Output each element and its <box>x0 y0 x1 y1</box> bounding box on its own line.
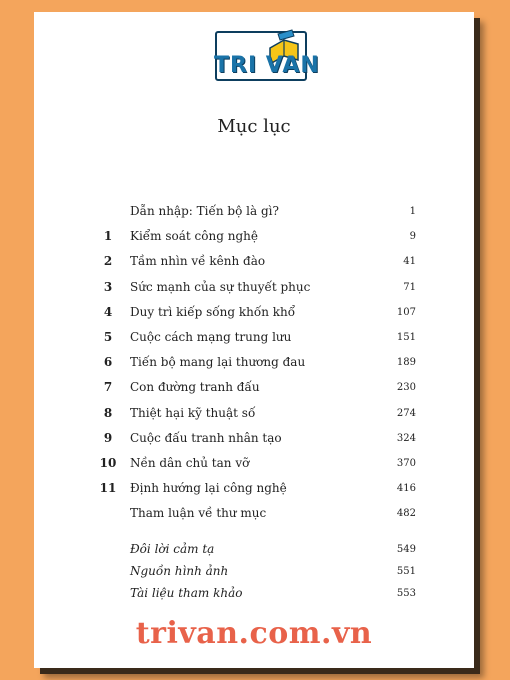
chapter-title: Duy trì kiếp sống khốn khổ <box>130 304 296 319</box>
page-number: 9 <box>409 231 416 243</box>
chapter-title: Cuộc cách mạng trung lưu <box>130 330 292 344</box>
chapter-title: Tài liệu tham khảo <box>130 586 243 600</box>
watermark: trivan.com.vn <box>135 616 373 651</box>
toc-entry <box>34 406 474 426</box>
toc-entry <box>34 229 474 249</box>
page-number: 189 <box>396 357 416 369</box>
page-number: 151 <box>396 332 416 343</box>
page-number: 1 <box>409 206 416 217</box>
toc-entry <box>34 456 474 476</box>
page-number: 482 <box>396 508 416 520</box>
chapter-number: 4 <box>103 304 113 319</box>
page-number: 41 <box>403 256 416 268</box>
toc-entry <box>34 204 474 224</box>
chapter-number: 11 <box>99 481 117 496</box>
chapter-number: 6 <box>103 355 113 370</box>
page-number: 549 <box>396 544 416 555</box>
toc-entry <box>34 431 474 451</box>
toc-entry <box>34 355 474 375</box>
toc-entry <box>34 481 474 501</box>
chapter-number: 1 <box>103 229 113 244</box>
chapter-number: 2 <box>103 254 113 269</box>
toc-entry <box>34 586 474 606</box>
toc-entry <box>34 380 474 400</box>
chapter-title: Đôi lời cảm tạ <box>130 542 215 556</box>
page-number: 553 <box>396 588 416 599</box>
chapter-title: Dẫn nhập: Tiến bộ là gì? <box>130 204 279 218</box>
chapter-number: 5 <box>103 330 113 344</box>
chapter-title: Tham luận về thư mục <box>130 506 267 521</box>
toc-entry <box>34 330 474 350</box>
chapter-number: 8 <box>103 405 113 420</box>
chapter-title: Con đường tranh đấu <box>130 380 260 395</box>
page-number: 551 <box>396 566 416 577</box>
chapter-title: Tiến bộ mang lại thương đau <box>130 355 306 370</box>
chapter-title: Tầm nhìn về kênh đào <box>130 254 266 269</box>
chapter-title: Định hướng lại công nghệ <box>130 481 287 496</box>
toc-entry <box>34 506 474 526</box>
chapter-title: Sức mạnh của sự thuyết phục <box>130 279 311 294</box>
toc-entry <box>34 305 474 325</box>
chapter-number: 7 <box>103 380 113 395</box>
chapter-title: Cuộc đấu tranh nhân tạo <box>130 430 282 445</box>
toc-entry <box>34 542 474 562</box>
chapter-title: Nền dân chủ tan vỡ <box>130 456 250 470</box>
chapter-title: Nguồn hình ảnh <box>130 564 229 578</box>
toc-entry <box>34 564 474 584</box>
page-number: 107 <box>396 306 416 318</box>
page-number: 230 <box>396 382 416 394</box>
tri-van-logo <box>214 26 320 82</box>
toc-entry <box>34 254 474 274</box>
page-number: 324 <box>396 432 416 444</box>
page-number: 370 <box>396 458 416 469</box>
page-title: Mục lục <box>217 116 291 137</box>
logo-text: TRI VAN <box>214 53 320 78</box>
chapter-number: 9 <box>103 430 113 445</box>
toc-entry <box>34 280 474 300</box>
chapter-number: 10 <box>99 456 117 470</box>
chapter-title: Kiểm soát công nghệ <box>130 229 258 244</box>
chapter-number: 3 <box>103 279 113 294</box>
page-number: 416 <box>396 483 416 495</box>
page-number: 71 <box>403 281 416 293</box>
chapter-title: Thiệt hại kỹ thuật số <box>130 405 256 420</box>
book-page <box>34 12 474 668</box>
page-number: 274 <box>396 407 416 419</box>
